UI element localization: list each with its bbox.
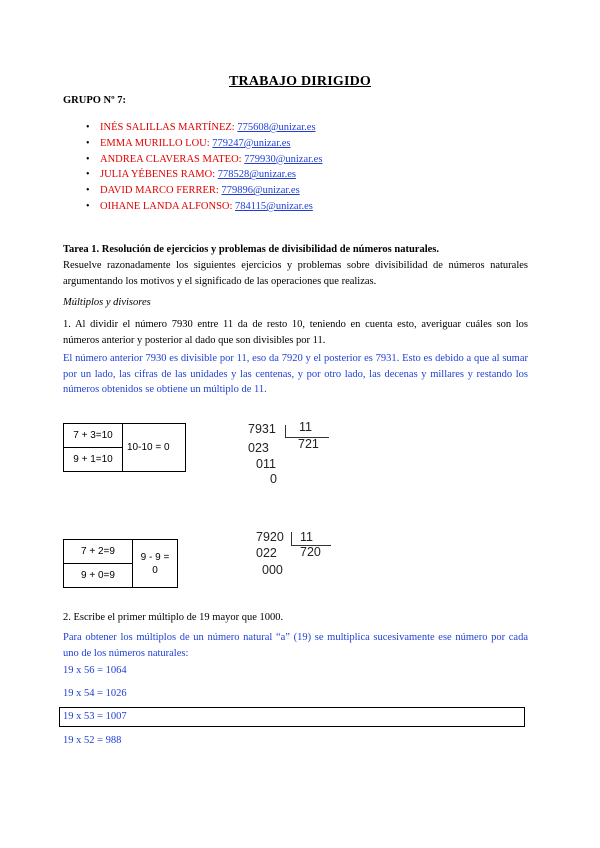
division-dividend: 7920	[256, 530, 284, 544]
calculation-line: 19 x 54 = 1026	[63, 688, 127, 699]
division-step: 000	[262, 563, 283, 577]
table-cell-sum: 9 + 1=10	[64, 448, 123, 472]
list-item	[86, 152, 322, 168]
list-item	[86, 183, 322, 199]
table-cell-sum: 9 + 0=9	[64, 564, 133, 588]
member-name: EMMA MURILLO LOU:	[100, 137, 210, 149]
table-cell-sum: 7 + 2=9	[64, 540, 133, 564]
exercise1-question: 1. Al dividir el número 7930 entre 11 da de resto 10, teniendo en cuenta esto, averiguar cuáles son los números anterior y posterior al dado que son divisibles por 11.	[63, 319, 528, 346]
table-cell-result: 9 - 9 = 0	[133, 540, 178, 588]
list-item	[86, 199, 322, 215]
calculation-line-answer: 19 x 53 = 1007	[63, 711, 127, 722]
division-dividend: 7931	[248, 422, 276, 436]
member-email-link[interactable]: 779896@unizar.es	[221, 185, 300, 197]
section-title: Múltiplos y divisores	[63, 297, 151, 308]
division-step: 022	[256, 546, 277, 560]
member-email-link[interactable]: 778528@unizar.es	[217, 169, 296, 181]
page-title: TRABAJO DIRIGIDO	[228, 74, 372, 89]
division-bracket	[291, 532, 292, 545]
member-email-link[interactable]: 779930@unizar.es	[244, 153, 323, 165]
task-title: Tarea 1. Resolución de ejercicios y problemas de divisibilidad de números naturales.	[63, 244, 439, 255]
calculation-line: 19 x 56 = 1064	[63, 665, 127, 676]
list-item	[86, 167, 322, 183]
list-item	[86, 136, 322, 152]
member-email-link[interactable]: 784115@unizar.es	[235, 200, 313, 212]
exercise1-answer: El número anterior 7930 es divisible por 11, eso da 7920 y el posterior es 7931. Esto es debido a que al sumar por un lado, las cifras de las unidades y las centenas, y por otro lado, las decenas y millares y restando los números obtenidos se obtiene un múltiplo de 11.	[63, 353, 528, 395]
member-name: INÉS SALILLAS MARTÍNEZ:	[100, 122, 235, 133]
exercise2-answer: Para obtener los múltiplos de un número natural “a” (19) se multiplica sucesivamente ese número por cada uno de los números naturales:	[63, 632, 528, 659]
group-label: GRUPO Nº 7:	[63, 95, 126, 106]
member-name: ANDREA CLAVERAS MATEO:	[100, 153, 242, 165]
calculation-line: 19 x 52 = 988	[63, 735, 122, 746]
member-name: OIHANE LANDA ALFONSO:	[100, 200, 233, 212]
division-step: 0	[270, 472, 277, 486]
member-name: DAVID MARCO FERRER:	[100, 185, 219, 197]
division-quotient: 721	[298, 437, 319, 451]
division-step: 011	[256, 457, 276, 471]
division-quotient: 720	[300, 545, 321, 559]
member-name: JULIA YÉBENES RAMO:	[100, 169, 216, 181]
table-cell-sum: 7 + 3=10	[64, 424, 123, 448]
highlighted-answer-box	[59, 707, 525, 727]
division-divisor: 11	[300, 530, 313, 544]
member-email-link[interactable]: 779247@unizar.es	[212, 137, 291, 149]
division-divisor: 11	[299, 420, 312, 434]
list-item	[86, 120, 322, 136]
members-list	[86, 120, 322, 215]
table-cell-result: 10-10 = 0	[123, 424, 186, 472]
task-intro: Resuelve razonadamente los siguientes ejercicios y problemas sobre divisibilidad de números naturales argumentando los motivos y el significado de las operaciones que realizas.	[63, 260, 528, 287]
member-email-link[interactable]: 775608@unizar.es	[237, 122, 316, 133]
division-step: 023	[248, 441, 269, 455]
exercise2-question: 2. Escribe el primer múltiplo de 19 mayor que 1000.	[63, 612, 284, 623]
divisibility-table-1	[63, 423, 186, 472]
divisibility-table-2	[63, 539, 178, 588]
